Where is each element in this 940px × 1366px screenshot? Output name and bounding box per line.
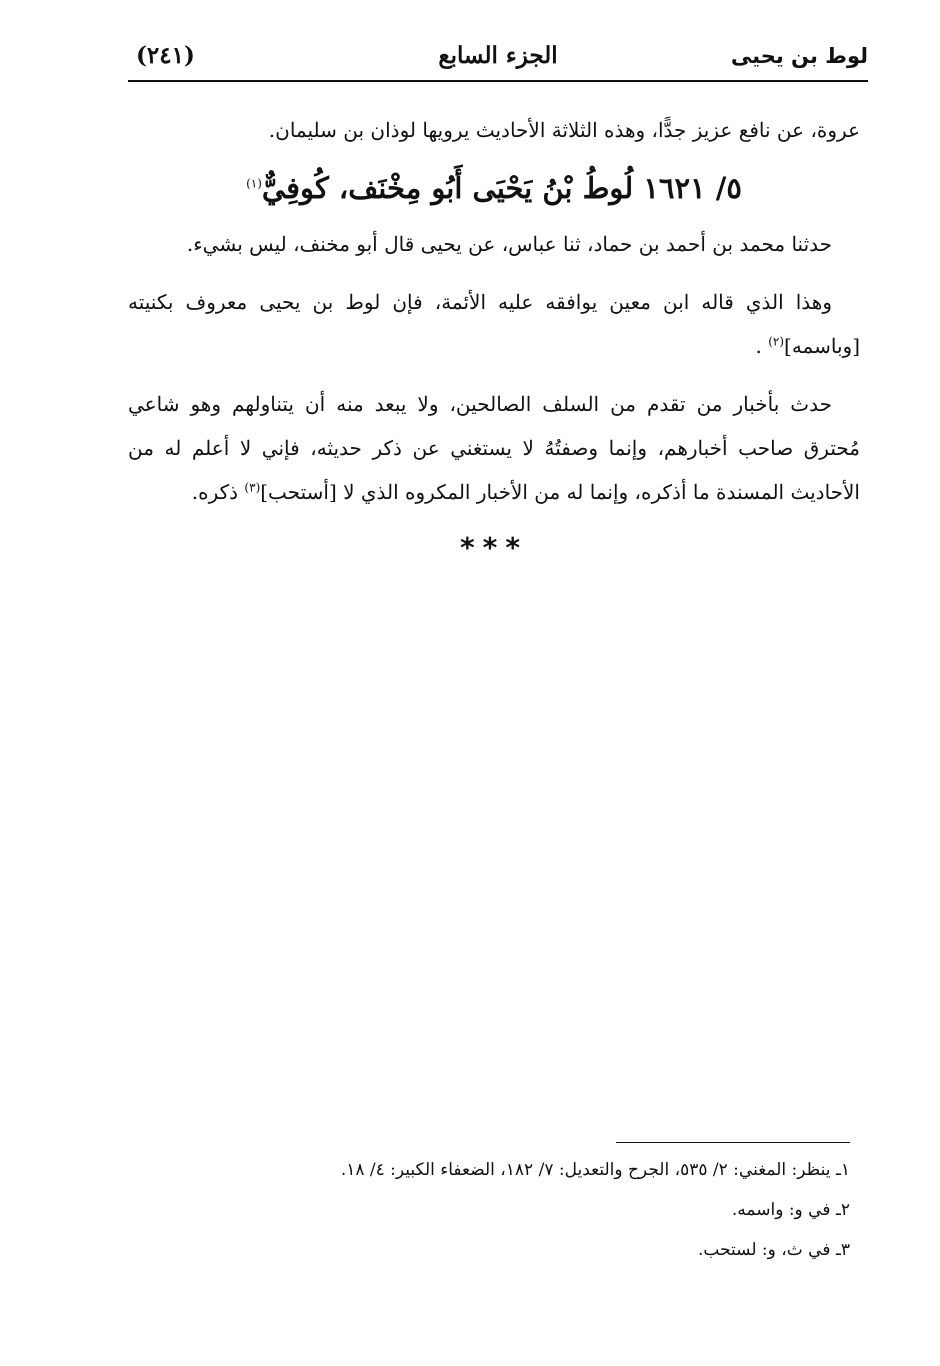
paragraph-description-text: حدث بأخبار من تقدم من السلف الصالحين، ولا يبعد منه أن يتناولهم وهو شاعي مُحترق صاحب أخبارهم، وإنما وصفتُهُ لا يستغني عن ذكر حديثه، فإني لا أعلم له من الأحاديث المسندة ما أذكره، وإنما له من الأخبار المكروه الذي لا [أستحب] (128, 392, 860, 504)
entry-title (128, 158, 860, 218)
paragraph-description (128, 382, 860, 514)
paragraph-narration: حدثنا محمد بن أحمد بن حماد، ثنا عباس، عن يحيى قال أبو مخنف، ليس بشيء. (186, 232, 832, 256)
footnotes (200, 1150, 850, 1270)
footnote-3: ٣ـ في ث، و: لستحب. (697, 1240, 850, 1260)
opening-line: عروة، عن نافع عزيز جدًّا، وهذه الثلاثة الأحاديث يرويها لوذان بن سليمان. (268, 118, 860, 142)
footnote-ref-2: (٢) (768, 334, 785, 349)
main-text (128, 108, 860, 570)
entry-title-footnote-ref: (١) (246, 176, 262, 191)
paragraph-assessment (128, 280, 860, 368)
footnote-ref-3: (٣) (244, 480, 261, 495)
paragraph-assessment-text: وهذا الذي قاله ابن معين يوافقه عليه الأئمة، فإن لوط بن يحيى معروف بكنيته [وباسمه] (128, 290, 860, 358)
header-rule (128, 80, 868, 82)
footnote-2: ٢ـ في و: واسمه. (731, 1200, 850, 1220)
footnote-rule (616, 1142, 850, 1143)
book-title: لوط بن يحيى (730, 44, 868, 68)
page-number: (٢٤١) (136, 42, 195, 69)
paragraph-description-end: ذكره. (191, 480, 245, 504)
running-header (128, 38, 868, 78)
section-separator: *** (460, 531, 528, 564)
paragraph-assessment-end: . (755, 334, 769, 358)
section-title: الجزء السابع (438, 42, 558, 69)
footnote-1: ١ـ ينظر: المغني: ٢/ ٥٣٥، الجرح والتعديل: ٧/ ١٨٢، الضعفاء الكبير: ٤/ ١٨. (340, 1160, 850, 1180)
entry-title-text: ٥/ ١٦٢١ لُوطُ بْنُ يَحْيَى أَبُو مِخْنَف، كُوفِيٌّ (261, 171, 742, 205)
